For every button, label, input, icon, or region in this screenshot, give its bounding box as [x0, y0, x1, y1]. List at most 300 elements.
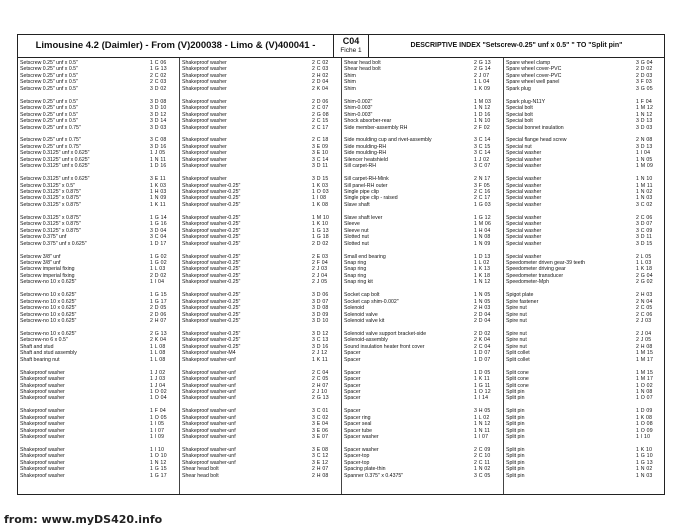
part-description: Split pin — [506, 388, 525, 395]
part-description: Spacer tube — [344, 427, 372, 434]
page-reference: 2 J 04 — [636, 330, 652, 337]
page-reference: 1 I 04 — [150, 279, 165, 286]
page-reference: 1 N 12 — [150, 459, 167, 466]
part-description: Shakeproof washer-0.25" — [182, 227, 241, 234]
page-reference: 1 H 03 — [150, 189, 167, 195]
page-reference: 3 D 15 — [636, 240, 653, 247]
part-description: Spacer ring — [344, 414, 371, 421]
page-reference: 1 K 11 — [150, 201, 166, 208]
part-description: Setscrew 0.25" unf x 0.5" — [20, 85, 78, 92]
part-description: Socket cap bolt — [344, 292, 380, 299]
part-description: Shim — [344, 72, 356, 79]
part-description: Setscrew 0.25" unf x 0.75" — [20, 137, 81, 144]
page-reference: 3 C 02 — [636, 201, 653, 208]
page-reference: 3 D 11 — [312, 163, 329, 170]
page-reference: 2 C 03 — [312, 66, 329, 73]
page-reference: 2 H 08 — [636, 343, 653, 350]
part-description: Shakeproof washer-0.25" — [182, 272, 241, 279]
page-reference: 1 N 08 — [636, 388, 653, 395]
page-reference: 1 G 15 — [150, 466, 167, 473]
part-description: Shakeproof washer — [182, 176, 227, 183]
page-reference: 1 L 08 — [150, 356, 166, 363]
part-description: Setscrew 3/8" unf — [20, 253, 61, 260]
page-reference: 1 M 17 — [636, 376, 654, 383]
index-entry — [504, 163, 665, 171]
page-reference: 3 D 14 — [150, 118, 167, 125]
index-entry — [180, 434, 341, 442]
part-description: Speedometer transducer — [506, 272, 564, 279]
page-reference: 1 N 12 — [474, 279, 491, 286]
part-description: Setscrew 0.3125" x 0.875" — [20, 227, 81, 234]
part-description: Shakeproof washer — [20, 466, 65, 473]
part-description: Split pin — [506, 427, 525, 434]
page-reference: 3 F 03 — [636, 79, 652, 86]
part-description: Spacer — [344, 395, 361, 402]
page-reference: 1 K 18 — [474, 272, 491, 279]
page-reference: 2 H 02 — [312, 72, 329, 79]
page-reference: 3 D 07 — [312, 298, 329, 305]
index-entry — [180, 473, 341, 481]
part-description: Spacer — [344, 356, 361, 363]
index-entry — [504, 202, 665, 210]
page-reference: 2 N 08 — [636, 137, 653, 144]
part-description: Shakeproof washer-0.25" — [182, 201, 241, 208]
page-reference: 2 J 04 — [312, 272, 328, 279]
index-entry — [180, 163, 341, 171]
page-reference: 2 C 06 — [636, 214, 653, 221]
index-entry — [18, 279, 179, 287]
index-entry — [342, 434, 503, 442]
page-reference: 1 G 14 — [150, 214, 167, 221]
page-reference: 3 E 10 — [312, 150, 329, 157]
page-reference: 1 N 03 — [636, 472, 653, 479]
part-description: Sound insulation heater front cover — [344, 343, 425, 350]
index-entry — [180, 202, 341, 210]
page-reference: 1 L 03 — [150, 266, 166, 273]
page-reference: 1 O 07 — [636, 395, 653, 402]
page-reference: 2 C 06 — [636, 311, 653, 318]
sheet-header — [18, 35, 664, 58]
part-description: Split collet — [506, 350, 530, 357]
page-reference: 1 N 10 — [636, 176, 653, 183]
page-reference: 1 G 02 — [150, 253, 167, 260]
part-description: Spacer-top — [344, 459, 370, 466]
index-entry — [504, 473, 665, 481]
index-entry — [504, 125, 665, 133]
part-description: Single pipe clip — [344, 189, 379, 195]
part-description: Speedometer driven gear-39 teeth — [506, 259, 586, 266]
part-description: Shakeproof washer — [182, 118, 227, 125]
page-reference: 1 L 08 — [150, 350, 166, 357]
page-reference: 2 J 07 — [474, 72, 490, 79]
part-description: Shakeproof washer-unf — [182, 356, 236, 363]
page-reference: 2 D 02 — [474, 330, 491, 337]
part-description: Shakeproof washer-unf — [182, 447, 236, 453]
page-reference: 3 E 06 — [312, 427, 329, 434]
part-description: Shakeproof washer-unf — [182, 434, 236, 441]
page-reference: 3 D 09 — [312, 311, 329, 318]
page-reference: 1 D 05 — [474, 369, 491, 376]
index-body — [18, 58, 664, 494]
part-description: Shakeproof washer — [20, 472, 65, 479]
part-description: Setscrew 0.25" unf x 0.75" — [20, 143, 81, 150]
index-entry — [504, 357, 665, 365]
page-reference: 1 K 09 — [474, 85, 491, 92]
page-reference: 1 N 08 — [474, 234, 491, 241]
page-reference: 2 H 08 — [312, 472, 329, 479]
page-reference: 1 D 09 — [636, 408, 653, 415]
page-reference: 1 I 07 — [150, 427, 165, 434]
page-reference: 2 K 04 — [150, 337, 167, 344]
page-reference: 1 G 11 — [474, 382, 491, 389]
part-description: Setscrew 0.25" unf x 0.5" — [20, 66, 78, 73]
page-reference: 1 J 05 — [150, 150, 166, 157]
part-description: Split pin — [506, 421, 525, 428]
part-description: Shakeproof washer — [20, 434, 65, 441]
part-description: Setscrew 0.375" unf — [20, 234, 67, 241]
index-column-2 — [180, 60, 341, 492]
page-reference: 1 I 10 — [636, 434, 651, 441]
part-description: Setscrew 0.25" unf x 0.5" — [20, 72, 78, 79]
index-entry — [342, 279, 503, 287]
page-reference: 2 G 13 — [150, 330, 167, 337]
part-description: Spacer — [344, 388, 361, 395]
part-description: Special washer — [506, 189, 542, 195]
index-entry — [342, 473, 503, 481]
part-description: Side moulding-RH — [344, 150, 387, 157]
page-reference: 3 C 12 — [312, 453, 329, 460]
page-reference: 1 N 05 — [636, 156, 653, 163]
part-description: Shakeproof washer-unf — [182, 382, 236, 389]
page-reference: 1 M 12 — [636, 105, 654, 112]
page-reference: 1 I 05 — [150, 421, 165, 428]
part-description: Shakeproof washer — [20, 459, 65, 466]
part-description: Shakeproof washer-0.25" — [182, 279, 241, 286]
part-description: Shakeproof washer — [20, 382, 65, 389]
part-description: Slave shaft — [344, 201, 370, 208]
page-reference: 1 K 03 — [312, 182, 329, 189]
part-description: Spark plug — [506, 85, 531, 92]
part-description: Setscrew 0.3125" x 0.5" — [20, 182, 76, 189]
part-description: Speedometer driving gear — [506, 266, 566, 273]
part-description: Setscrew imperial fixing — [20, 272, 75, 279]
part-description: Special bolt — [506, 111, 533, 118]
part-description: Setscrew 0.3125" unf x 0.625" — [20, 156, 90, 163]
part-description: Socket cap shim-0.002" — [344, 298, 399, 305]
part-description: Solenoid valve — [344, 311, 378, 318]
part-description: Spire nut — [506, 305, 527, 312]
part-description: Setscrew 0.3125" x 0.875" — [20, 189, 81, 195]
page-reference: 1 K 10 — [312, 221, 329, 228]
part-description: Setscrew imperial fixing — [20, 266, 75, 273]
page-reference: 1 M 15 — [636, 369, 654, 376]
page-reference: 1 N 09 — [474, 240, 491, 247]
part-description: Shakeproof washer — [182, 150, 227, 157]
page-reference: 1 G 16 — [150, 221, 167, 228]
part-description: Shear head bolt — [344, 66, 381, 73]
page-reference: 3 D 07 — [636, 221, 653, 228]
index-entry — [342, 125, 503, 133]
page-reference: 1 H 04 — [474, 227, 491, 234]
part-description: Shakeproof washer — [182, 163, 227, 170]
page-reference: 2 H 03 — [636, 292, 653, 299]
page-reference: 1 G 12 — [474, 214, 491, 221]
index-entry — [18, 395, 179, 403]
part-description: Shaft and stud assembly — [20, 350, 77, 357]
part-description: Shakeproof washer-0.25" — [182, 234, 241, 241]
page-reference: 3 C 05 — [474, 472, 491, 479]
part-description: Special washer — [506, 221, 542, 228]
page-reference: 1 O 03 — [312, 189, 329, 195]
part-description: Split pin — [506, 466, 525, 473]
part-description: Shock absorber-rear — [344, 118, 392, 125]
page-reference: 1 O 02 — [150, 388, 167, 395]
part-description: Special washer — [506, 240, 542, 247]
page-reference: 3 D 13 — [636, 118, 653, 125]
part-description: Small end bearing — [344, 253, 386, 260]
part-description: Snap ring — [344, 272, 367, 279]
page-reference: 3 C 15 — [474, 143, 491, 150]
part-description: Shakeproof washer — [182, 85, 227, 92]
index-column-1 — [18, 60, 179, 492]
part-description: Shakeproof washer — [182, 79, 227, 86]
part-description: Split pin — [506, 408, 525, 415]
part-description: Shakeproof washer-0.25" — [182, 214, 241, 221]
page-reference: 1 O 08 — [636, 421, 653, 428]
page-reference: 3 E 11 — [150, 176, 166, 183]
part-description: Sill panel-RH outer — [344, 182, 388, 189]
part-description: Spire nut — [506, 330, 527, 337]
page-reference: 1 G 13 — [636, 459, 653, 466]
page-reference: 3 C 07 — [474, 163, 491, 170]
page-reference: 1 I 14 — [474, 395, 489, 402]
page-reference: 2 G 02 — [636, 279, 653, 286]
part-description: Spacer washer — [344, 434, 379, 441]
part-description: Spare wheel well panel — [506, 79, 560, 86]
index-entry — [18, 163, 179, 171]
page-reference: 2 K 04 — [312, 85, 329, 92]
page-reference: 1 O 12 — [474, 388, 491, 395]
part-description: Special bolt — [506, 105, 533, 112]
part-description: Silencer heatshield — [344, 156, 388, 163]
index-entry — [342, 163, 503, 171]
part-description: Setscrew-no 10 x 0.625" — [20, 318, 77, 324]
page-reference: 2 D 04 — [474, 311, 491, 318]
index-entry — [18, 434, 179, 442]
part-description: Solenoid — [344, 305, 365, 312]
part-description: Shakeproof washer — [20, 388, 65, 395]
page-reference: 3 G 05 — [636, 85, 653, 92]
index-entry — [504, 434, 665, 442]
part-description: Sill carpet-RH-Mink — [344, 176, 389, 183]
page-reference: 1 L 02 — [474, 259, 490, 266]
part-description: Spare wheel cover-PVC — [506, 66, 562, 73]
page-reference: 1 J 02 — [474, 156, 490, 163]
page-reference: 2 G 14 — [474, 66, 491, 73]
part-description: Spacer washer — [344, 447, 379, 453]
page-reference: 1 C 06 — [150, 60, 167, 66]
index-entry — [342, 318, 503, 326]
page-reference: 2 G 04 — [636, 272, 653, 279]
index-entry — [504, 86, 665, 94]
part-description: Setscrew 0.3125" unf x 0.625" — [20, 150, 90, 157]
page-reference: 1 F 04 — [150, 408, 166, 415]
part-description: Special flange head screw — [506, 137, 567, 144]
part-description: Special washer — [506, 163, 542, 170]
page-reference: 2 C 02 — [312, 60, 329, 66]
part-description: Shakeproof washer — [182, 66, 227, 73]
index-entry — [504, 318, 665, 326]
page-reference: 3 D 03 — [150, 124, 167, 131]
page-reference: 1 N 12 — [636, 111, 653, 118]
page-reference: 1 M 15 — [636, 350, 654, 357]
page-reference: 2 F 02 — [474, 124, 490, 131]
page-reference: 2 D 02 — [312, 240, 329, 247]
part-description: Spire nut — [506, 337, 527, 344]
page-reference: 1 N 02 — [636, 189, 653, 195]
page-reference: 3 E 12 — [312, 459, 329, 466]
part-description: Shakeproof washer-0.25" — [182, 240, 241, 247]
part-description: Split pin — [506, 459, 525, 466]
part-description: Shim-0.003" — [344, 111, 373, 118]
index-entry — [18, 125, 179, 133]
part-description: Special washer — [506, 253, 542, 260]
page-reference: 1 G 18 — [312, 234, 329, 241]
page-reference: 2 C 02 — [150, 72, 167, 79]
part-description: Spacer-top — [344, 453, 370, 460]
page-reference: 3 D 13 — [636, 143, 653, 150]
part-description: Shear head bolt — [344, 60, 381, 66]
page-reference: 3 C 13 — [312, 337, 329, 344]
part-description: Split cone — [506, 376, 529, 383]
part-description: Special washer — [506, 201, 542, 208]
page-reference: 2 J 12 — [312, 350, 328, 357]
part-description: Shakeproof washer-unf — [182, 459, 236, 466]
page-reference: 3 C 08 — [150, 137, 167, 144]
page-reference: 2 J 03 — [312, 266, 328, 273]
part-description: Shakeproof washer — [20, 453, 65, 460]
page-reference: 2 J 10 — [312, 388, 328, 395]
part-description: Setscrew 0.3125" x 0.875" — [20, 195, 81, 202]
part-description: Shakeproof washer — [182, 124, 227, 131]
index-entry — [18, 318, 179, 326]
part-description: Setscrew 0.25" unf x 0.5" — [20, 79, 78, 86]
part-description: Shim-0.002" — [344, 98, 373, 105]
page-reference: 3 C 09 — [636, 227, 653, 234]
page-reference: 1 I 07 — [474, 434, 489, 441]
page-reference: 1 O 04 — [150, 395, 167, 402]
part-description: Sleeve — [344, 221, 360, 228]
page-reference: 1 I 08 — [312, 195, 327, 202]
part-description: Spacer — [344, 382, 361, 389]
part-description: Shakeproof washer-unf — [182, 369, 236, 376]
page-reference: 2 C 04 — [474, 343, 491, 350]
index-entry — [342, 395, 503, 403]
page-reference: 1 K 11 — [312, 356, 328, 363]
part-description: Setscrew 0.25" unf x 0.5" — [20, 60, 78, 66]
page-reference: 2 E 03 — [312, 253, 329, 260]
page-reference: 1 K 11 — [474, 376, 490, 383]
page-reference: 2 D 03 — [636, 72, 653, 79]
index-entry — [342, 241, 503, 249]
index-entry — [504, 279, 665, 287]
page-reference: 1 N 12 — [474, 105, 491, 112]
part-description: Setscrew-no 10 x 0.625" — [20, 298, 77, 305]
page-reference: 1 M 17 — [636, 356, 654, 363]
page-reference: 1 N 05 — [474, 298, 491, 305]
page-reference: 1 L 04 — [474, 79, 490, 86]
part-description: Spire fastener — [506, 298, 539, 305]
part-description: Shakeproof washer-0.25" — [182, 298, 241, 305]
fiche-code-box — [333, 35, 369, 57]
part-description: Setscrew 0.25" unf x 0.5" — [20, 118, 78, 125]
part-description: Special washer — [506, 214, 542, 221]
page-reference: 1 D 07 — [474, 350, 491, 357]
page-reference: 2 N 04 — [636, 298, 653, 305]
page-reference: 3 E 07 — [312, 434, 329, 441]
part-description: Split pin — [506, 414, 525, 421]
index-entry — [342, 202, 503, 210]
part-description: Spire nut — [506, 311, 527, 318]
page-reference: 3 C 14 — [474, 137, 491, 144]
page-reference: 2 C 17 — [312, 124, 329, 131]
part-description: Special washer — [506, 234, 542, 241]
page-reference: 1 K 10 — [636, 447, 653, 453]
part-description: Setscrew-no 6 x 0.5" — [20, 337, 68, 344]
page-reference: 3 D 06 — [312, 292, 329, 299]
part-description: Special bonnet insulation — [506, 124, 564, 131]
page-reference: 2 D 02 — [150, 272, 167, 279]
part-description: Shakeproof washer-0.25" — [182, 221, 241, 228]
part-description: Setscrew-no 10 x 0.625" — [20, 311, 77, 318]
index-entry — [180, 357, 341, 365]
part-description: Spark plug-N11Y — [506, 98, 546, 105]
page-reference: 2 D 05 — [150, 305, 167, 312]
page-reference: 3 D 04 — [150, 227, 167, 234]
page-reference: 1 M 09 — [636, 163, 654, 170]
page-reference: 3 D 08 — [312, 305, 329, 312]
part-description: Shakeproof washer-0.25" — [182, 305, 241, 312]
part-description: Split collet — [506, 356, 530, 363]
page-reference: 2 D 02 — [636, 66, 653, 73]
part-description: Special washer — [506, 195, 542, 202]
part-description: Shakeproof washer-0.25" — [182, 343, 241, 350]
page-reference: 3 D 16 — [150, 143, 167, 150]
part-description: Special washer — [506, 227, 542, 234]
index-column-4 — [504, 60, 665, 492]
page-reference: 1 G 10 — [636, 453, 653, 460]
part-description: Setscrew-no 10 x 0.625" — [20, 330, 77, 337]
part-description: Setscrew-no 10 x 0.625" — [20, 279, 77, 286]
page-reference: 3 C 14 — [312, 156, 329, 163]
part-description: Shim — [344, 79, 356, 86]
page-reference: 2 C 04 — [312, 369, 329, 376]
page-reference: 1 L 02 — [474, 414, 490, 421]
page-reference: 1 D 13 — [474, 253, 491, 260]
part-description: Side member-assembly RH — [344, 124, 408, 131]
part-description: Spare wheel cover-PVC — [506, 72, 562, 79]
part-description: Spare wheel clamp — [506, 60, 551, 66]
part-description: Setscrew 0.3125" x 0.875" — [20, 201, 81, 208]
page-reference: 3 E 04 — [312, 421, 329, 428]
part-description: Shakeproof washer-0.25" — [182, 311, 241, 318]
part-description: Solenoid-assembly — [344, 337, 388, 344]
page-reference: 1 K 13 — [474, 266, 491, 273]
index-column-3 — [342, 60, 503, 492]
part-description: Setscrew 0.25" unf x 0.5" — [20, 111, 78, 118]
part-description: Spanner 0.375" x 0.4375" — [344, 472, 404, 479]
part-description: Spire nut — [506, 343, 527, 350]
